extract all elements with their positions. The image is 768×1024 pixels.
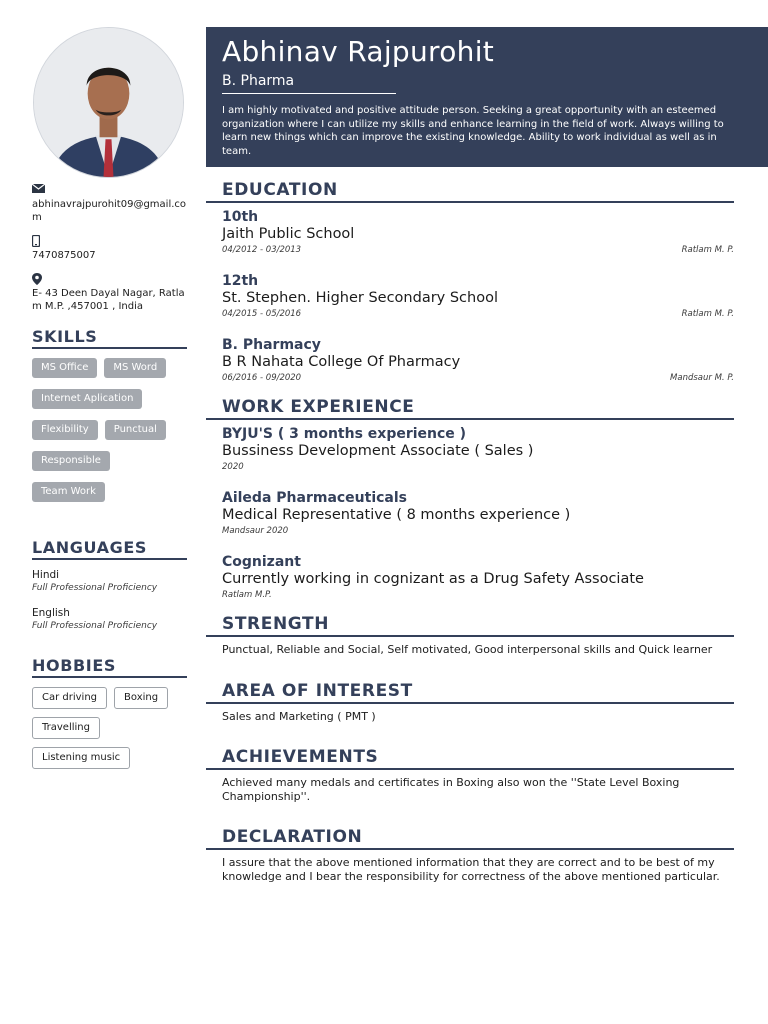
skills-heading: SKILLS [32,327,187,349]
strength-text: Punctual, Reliable and Social, Self motivated, Good interpersonal skills and Quick learner [222,643,713,656]
declaration-section [206,827,734,883]
map-pin-icon [32,273,187,285]
education-title: B. Pharmacy [222,337,321,353]
header-banner [206,27,768,167]
skill-chip: Team Work [32,482,105,502]
achievements-heading: ACHIEVEMENTS [206,747,734,770]
work-section [206,397,734,601]
achievements-section [206,747,734,803]
skill-chip: MS Office [32,358,97,378]
languages-heading: LANGUAGES [32,538,187,560]
skill-chip: Responsible [32,451,110,471]
profile-photo [33,27,184,178]
hobbies-list [32,687,187,769]
mobile-phone-icon [32,235,187,247]
education-institution: Jaith Public School [222,226,355,242]
language-level: Full Professional Proficiency [32,583,158,593]
education-title: 10th [222,209,259,225]
declaration-heading: DECLARATION [206,827,734,850]
strength-heading: STRENGTH [206,614,734,637]
language-item [32,607,187,632]
declaration-text: I assure that the above mentioned information that they are correct and to be best of my knowledge and I bear the responsibility for correctness of the above mentioned particular. [222,856,720,883]
phone-text[interactable]: 7470875007 [32,250,96,261]
work-meta: Ratlam M.P. [222,590,272,600]
skill-chip: Flexibility [32,420,98,440]
work-entry [222,490,734,537]
hobby-chip: Travelling [32,717,100,739]
language-item [32,569,187,594]
education-title: 12th [222,273,259,289]
address-text: E- 43 Deen Dayal Nagar, Ratlam M.P. ,457001 , India [32,288,185,312]
skills-list [32,358,187,502]
right-column [206,180,734,896]
hobbies-heading: HOBBIES [32,656,187,678]
hobby-chip: Boxing [114,687,168,709]
email-text[interactable]: abhinavrajpurohit09@gmail.com [32,199,187,223]
candidate-name: Abhinav Rajpurohit [222,35,495,68]
education-institution: St. Stephen. Higher Secondary School [222,290,498,306]
interest-text: Sales and Marketing ( PMT ) [222,709,376,723]
education-location: Ratlam M. P. [681,245,734,255]
language-level: Full Professional Proficiency [32,621,158,631]
work-heading: WORK EXPERIENCE [206,397,734,420]
work-meta: 2020 [222,462,244,472]
education-dates: 04/2015 - 05/2016 [222,309,302,319]
education-institution: B R Nahata College Of Pharmacy [222,354,461,370]
work-role: Bussiness Development Associate ( Sales ) [222,443,534,459]
interest-section [206,681,734,724]
education-dates: 06/2016 - 09/2020 [222,373,302,383]
skill-chip: Punctual [105,420,166,440]
skill-chip: Internet Aplication [32,389,142,409]
education-entry [222,273,734,320]
education-entry [222,337,734,384]
work-meta: Mandsaur 2020 [222,526,289,536]
work-company: Aileda Pharmaceuticals [222,490,408,506]
work-company: BYJU'S ( 3 months experience ) [222,426,467,442]
language-name: English [32,607,70,619]
interest-heading: AREA OF INTEREST [206,681,734,704]
education-entry [222,209,734,256]
education-location: Mandsaur M. P. [670,373,734,383]
work-entry [222,426,734,473]
contact-address [32,273,187,313]
envelope-icon [32,184,187,196]
contact-email [32,184,187,224]
work-role: Currently working in cognizant as a Drug Safety Associate [222,571,644,587]
candidate-degree: B. Pharma [222,72,396,94]
person-silhouette-icon [34,28,183,177]
skill-chip: MS Word [104,358,166,378]
education-dates: 04/2012 - 03/2013 [222,245,302,255]
language-name: Hindi [32,569,60,581]
achievements-text: Achieved many medals and certificates in Boxing also won the ''State Level Boxing Championship''. [222,776,680,803]
education-heading: EDUCATION [206,180,734,203]
work-company: Cognizant [222,554,301,570]
left-column [32,184,187,769]
contact-phone [32,235,187,262]
profile-summary: I am highly motivated and positive attitude person. Seeking a great opportunity with an esteemed organization where I can utilize my skills and enhance learning in the field of work. Always willing to learn new things which can improve the existing knowledge. Ability to work individual as well as in team. [222,105,724,157]
education-section [206,180,734,384]
work-entry [222,554,734,601]
hobby-chip: Car driving [32,687,107,709]
work-role: Medical Representative ( 8 months experience ) [222,507,571,523]
strength-section [206,614,734,657]
education-location: Ratlam M. P. [681,309,734,319]
hobby-chip: Listening music [32,747,130,769]
